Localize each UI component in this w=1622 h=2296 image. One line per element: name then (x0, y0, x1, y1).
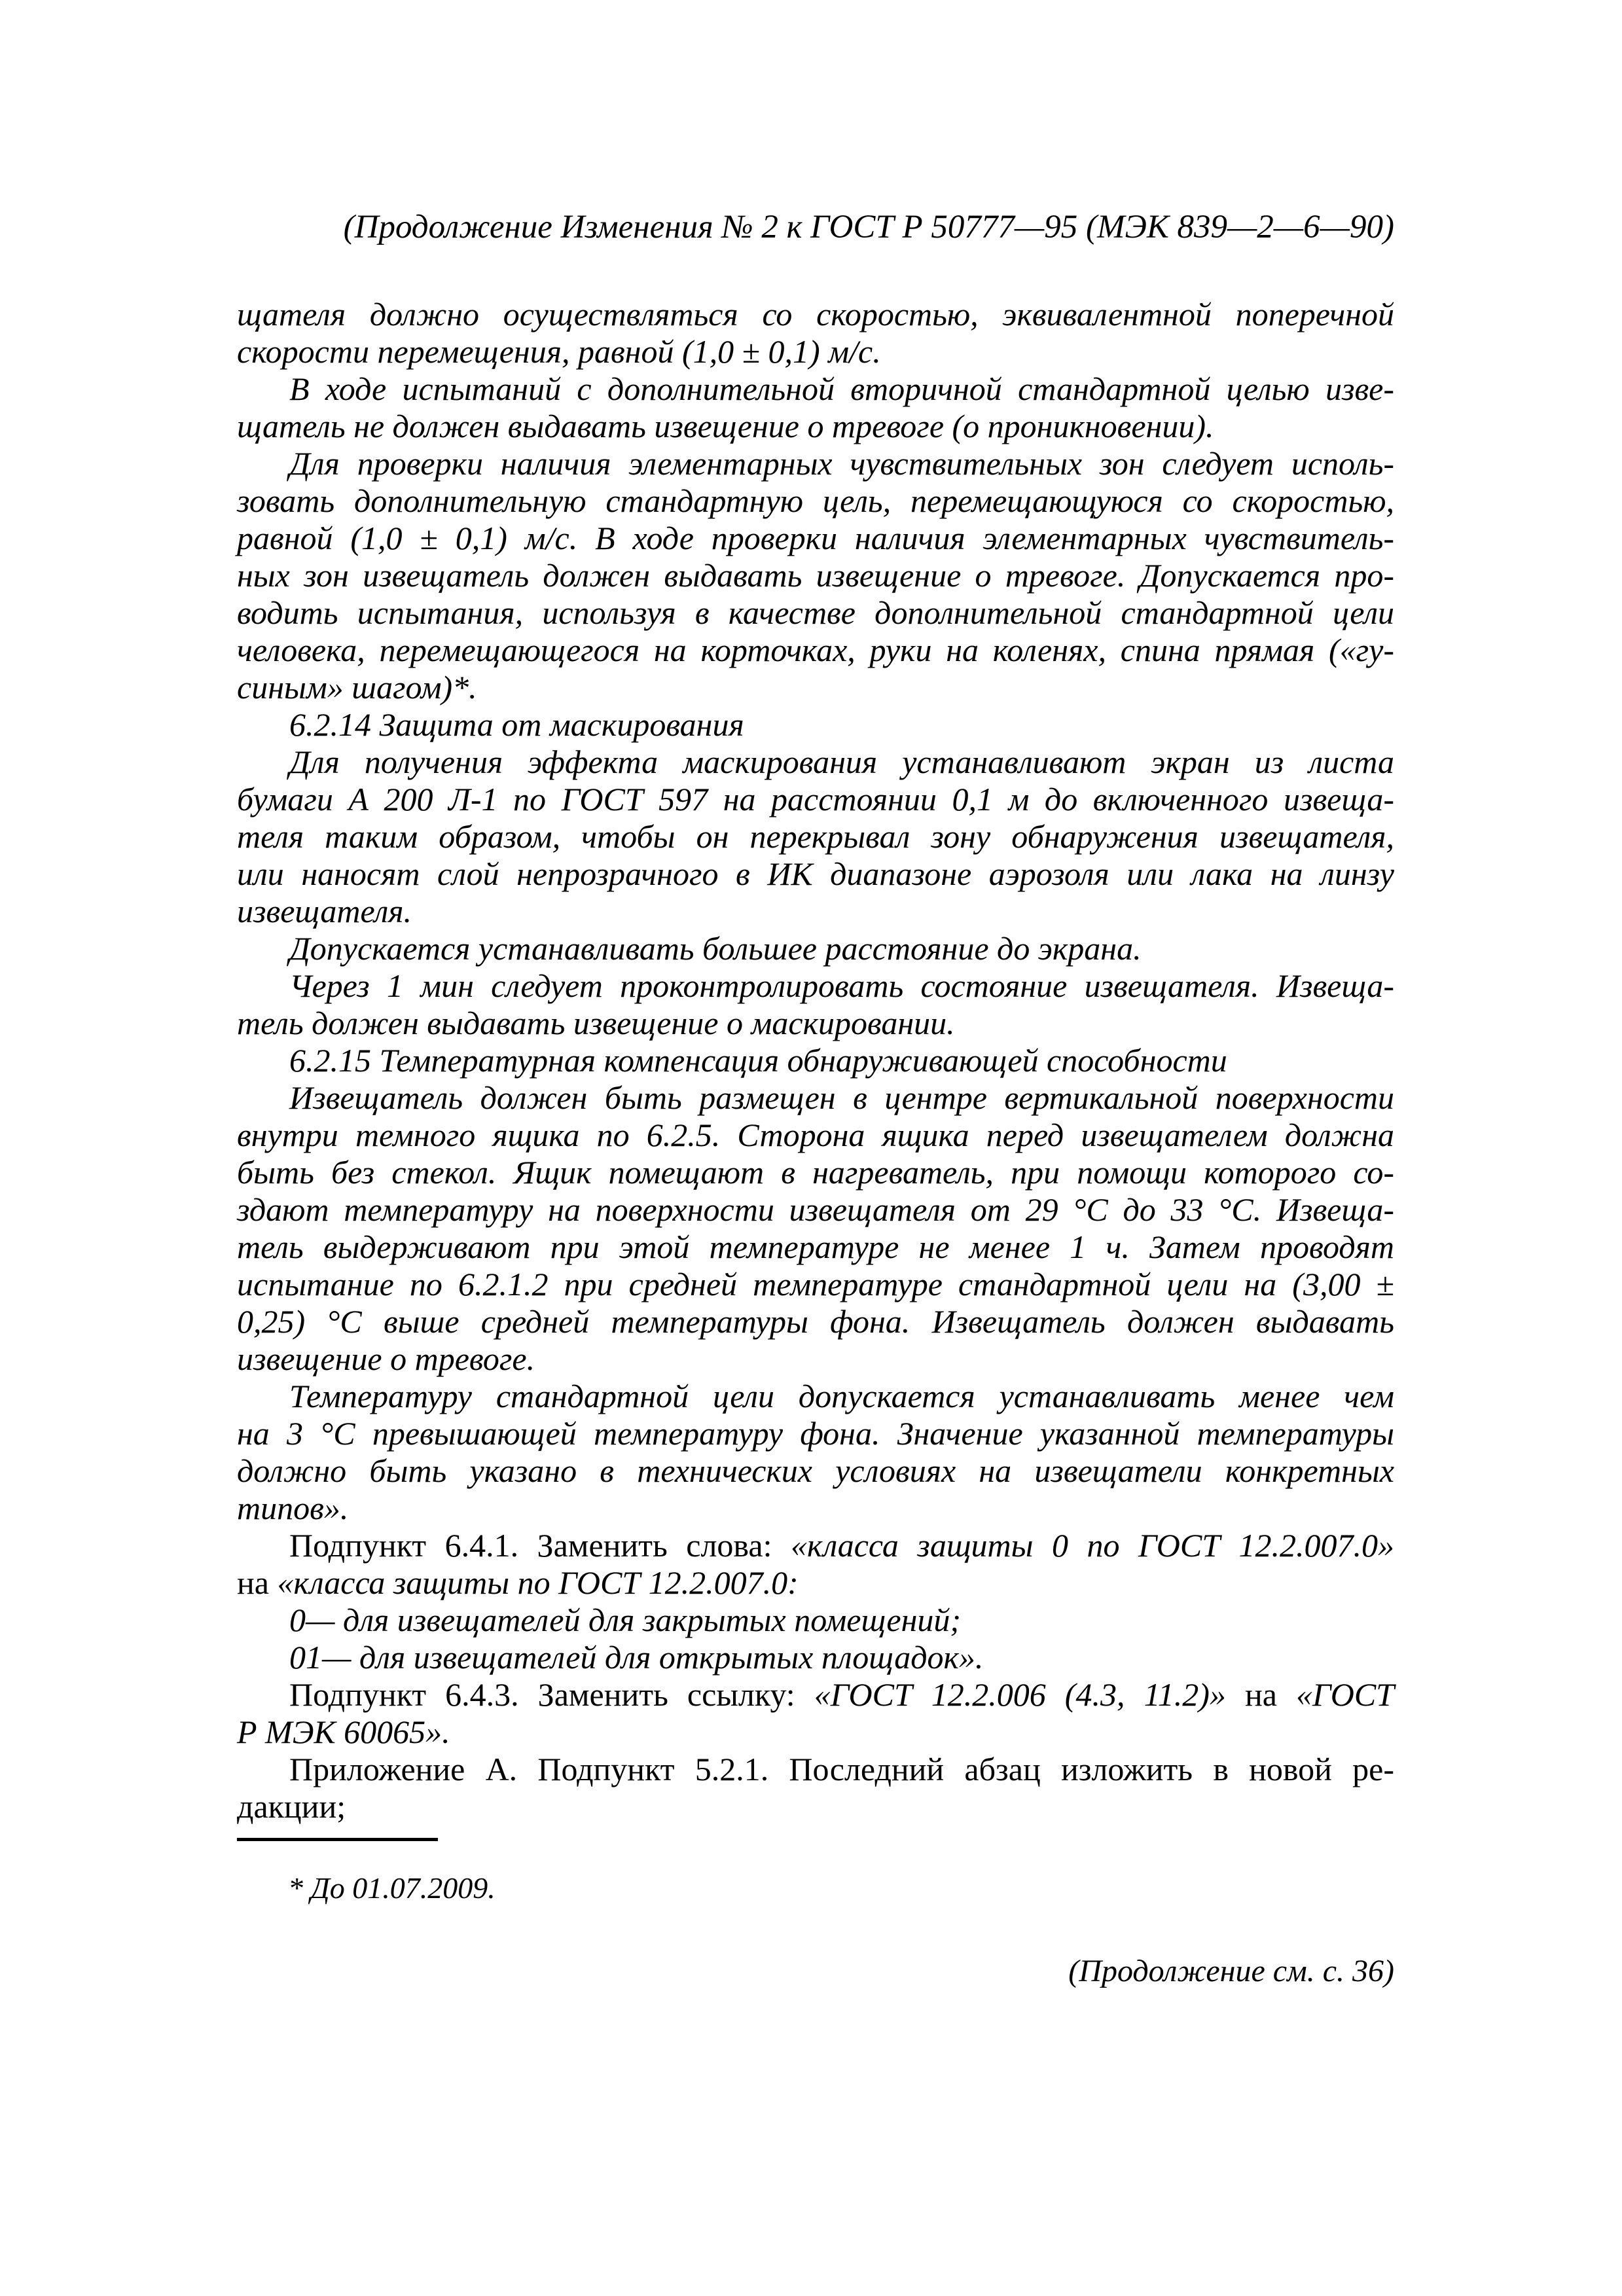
text-line: Допускается устанавливать большее расстояние до экрана. (289, 930, 1142, 967)
text-line: должно быть указано в технических условиях на извещатели конкретных (237, 1452, 1394, 1489)
text-line: Р МЭК 60065». (237, 1713, 450, 1750)
text-line: Извещатель должен быть размещен в центре вертикальной поверхности (289, 1079, 1394, 1116)
text-line: тель выдерживают при этой температуре не менее 1 ч. Затем проводят (237, 1229, 1394, 1265)
text-line: водить испытания, используя в качестве дополнительной стандартной цели (237, 594, 1394, 631)
text-line: тель должен выдавать извещение о маскировании. (237, 1005, 955, 1041)
text-line: скорости перемещения, равной (1,0 ± 0,1) м/с. (237, 333, 881, 370)
text-run-italic: «класса защиты 0 по ГОСТ 12.2.007.0» (790, 1527, 1394, 1564)
text-line: на 3 °С превышающей температуру фона. Значение указанной температуры (237, 1415, 1394, 1452)
text-run: на (1225, 1676, 1296, 1713)
text-line: теля таким образом, чтобы он перекрывал зону обнаружения извещателя, (237, 818, 1394, 855)
text-run: Подпункт 6.4.3. Заменить ссылку: (289, 1676, 814, 1713)
text-line: 01— для извещателей для открытых площадок». (289, 1639, 984, 1676)
text-line-mixed (237, 1564, 1394, 1602)
text-run-italic: «ГОСТ 12.2.006 (4.3, 11.2)» (814, 1676, 1226, 1713)
text-run-italic: «класса защиты по ГОСТ 12.2.007.0: (277, 1564, 799, 1601)
text-line: извещателя. (237, 893, 412, 929)
text-line: щатель не должен выдавать извещение о тревоге (о проникновении). (237, 408, 1214, 444)
text-line: человека, перемещающегося на корточках, руки на коленях, спина прямая («гу- (237, 632, 1394, 668)
text-line: В ходе испытаний с дополнительной вторичной стандартной целью изве- (289, 370, 1394, 407)
text-run: Подпункт 6.4.1. Заменить слова: (289, 1527, 791, 1564)
text-line: типов». (237, 1490, 349, 1526)
text-line-mixed (237, 1676, 1394, 1713)
text-line: ных зон извещатель должен выдавать извещение о тревоге. Допускается про- (237, 557, 1394, 594)
text-line: дакции; (237, 1788, 346, 1825)
text-line: равной (1,0 ± 0,1) м/с. В ходе проверки наличия элементарных чувствитель- (237, 520, 1394, 556)
footnote-separator (237, 1838, 438, 1841)
text-line: зовать дополнительную стандартную цель, перемещающуюся со скоростью, (237, 482, 1394, 519)
text-line: 0— для извещателей для закрытых помещений; (289, 1602, 962, 1638)
text-line: или наносят слой непрозрачного в ИК диапазоне аэрозоля или лака на линзу (237, 855, 1394, 892)
text-run: на (237, 1564, 278, 1601)
text-line: здают температуру на поверхности извещателя от 29 °С до 33 °С. Извеща- (237, 1191, 1394, 1228)
continuation-header: (Продолжение Изменения № 2 к ГОСТ Р 50777—95 (МЭК 839—2—6—90) (343, 209, 1394, 245)
text-line: быть без стекол. Ящик помещают в нагреватель, при помощи которого со- (237, 1154, 1394, 1191)
section-heading-6-2-15: 6.2.15 Температурная компенсация обнаруживающей способности (289, 1042, 1227, 1079)
text-line: синым» шагом)*. (237, 669, 477, 706)
continuation-note: (Продолжение см. с. 36) (1068, 1954, 1394, 1988)
text-run-italic: «ГОСТ (1295, 1676, 1394, 1713)
text-line: Температуру стандартной цели допускается устанавливать менее чем (289, 1378, 1394, 1414)
text-line: Приложение А. Подпункт 5.2.1. Последний абзац изложить в новой ре- (289, 1751, 1394, 1787)
text-line: щателя должно осуществляться со скоростью, эквивалентной поперечной (237, 296, 1394, 332)
text-line-mixed (237, 1527, 1394, 1564)
text-line: 0,25) °С выше средней температуры фона. Извещатель должен выдавать (237, 1303, 1394, 1340)
text-line: Для получения эффекта маскирования устанавливают экран из листа (289, 744, 1394, 780)
body-text (237, 296, 1394, 1825)
section-heading-6-2-14: 6.2.14 Защита от маскирования (289, 706, 744, 743)
text-line: Через 1 мин следует проконтролировать состояние извещателя. Извеща- (289, 967, 1394, 1004)
footnote: * До 01.07.2009. (288, 1871, 496, 1905)
text-line: извещение о тревоге. (237, 1340, 535, 1377)
text-line: внутри темного ящика по 6.2.5. Сторона ящика перед извещателем должна (237, 1117, 1394, 1153)
text-line: Для проверки наличия элементарных чувствительных зон следует исполь- (289, 445, 1394, 482)
text-line: бумаги А 200 Л-1 по ГОСТ 597 на расстоянии 0,1 м до включенного извеща- (237, 781, 1394, 817)
text-line: испытание по 6.2.1.2 при средней температуре стандартной цели на (3,00 ± (237, 1266, 1394, 1302)
